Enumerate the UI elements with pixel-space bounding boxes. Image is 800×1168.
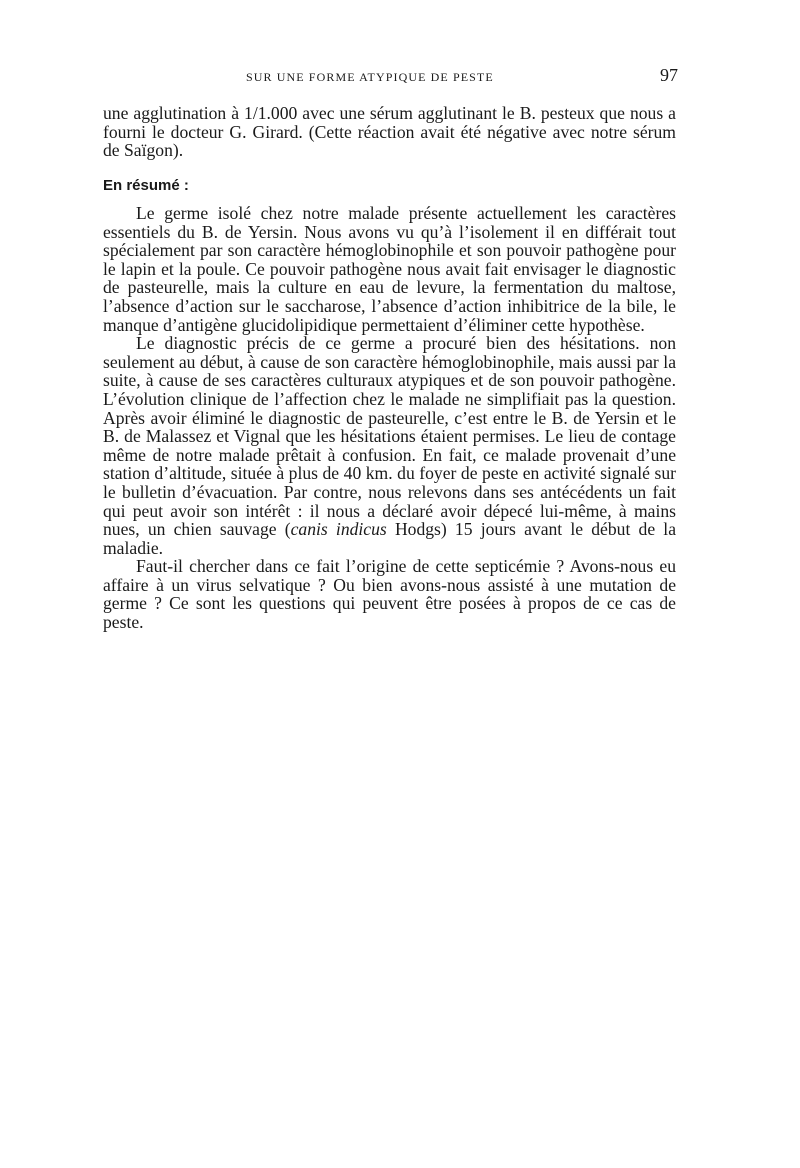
paragraph-3: Faut-il chercher dans ce fait l’origine de cette septicémie ? Avons-nous eu affaire à un virus selvatique ? Ou bien avons-nous assisté à une mutation de germe ? Ce sont les questions qui peuvent être posées à propos de ce cas de peste. xyxy=(103,556,676,633)
paragraph-2-text: Le diagnostic précis de ce germe a procuré bien des hésitations. non seulement au début, à cause de son caractère hémoglobinophile, mais aussi par la suite, à cause de ses caractères culturaux atypiques et de son pouvoir pathogène. L’évolution clinique de l’affection chez le malade ne simplifiait pas la question. Après avoir éliminé le diagnostic de pasteurelle, c’est entre le B. de Yersin et le B. de Malassez et Vignal que les hésitations étaient permises. Le lieu de contage même de notre malade prêtait à confusion. En fait, ce malade provenait d’une station d’altitude, située à plus de 40 km. du foyer de peste en activité signalé sur le bulletin d’évacuation. Par contre, nous relevons dans ses antécédents un fait qui peut avoir son intérêt : il nous a déclaré avoir dépecé lui-même, à mains nues, un chien sauvage ( xyxy=(103,333,676,540)
intro-paragraph-block xyxy=(103,104,676,160)
paragraph-2-end: Hodgs) 15 jours avant le début de la maladie. xyxy=(103,519,677,558)
page-number: 97 xyxy=(660,65,678,85)
summary-body xyxy=(103,204,676,632)
section-heading: En résumé : xyxy=(103,177,189,194)
running-header: SUR UNE FORME ATYPIQUE DE PESTE xyxy=(246,70,494,84)
paragraph-2-species: canis indicus xyxy=(290,519,387,540)
paragraph-1: Le germe isolé chez notre malade présente actuellement les caractères essentiels du B. de Yersin. Nous avons vu qu’à l’isolement il en différait tout spécialement par son caractère hémoglobinophile et son pouvoir pathogène pour le lapin et la poule. Ce pouvoir pathogène nous avait fait envisager le diagnostic de pasteurelle, mais la culture en eau de levure, la fermentation du maltose, l’absence d’action sur le saccharose, l’absence d’action inhibitrice de la bile, le manque d’antigène glucidolipidique permettaient d’éliminer cette hypothèse. xyxy=(103,203,676,335)
paragraph-2 xyxy=(103,334,676,557)
intro-paragraph: une agglutination à 1/1.000 avec une sérum agglutinant le B. pesteux que nous a fourni le docteur G. Girard. (Cette réaction avait été négative avec notre sérum de Saïgon). xyxy=(103,103,676,161)
